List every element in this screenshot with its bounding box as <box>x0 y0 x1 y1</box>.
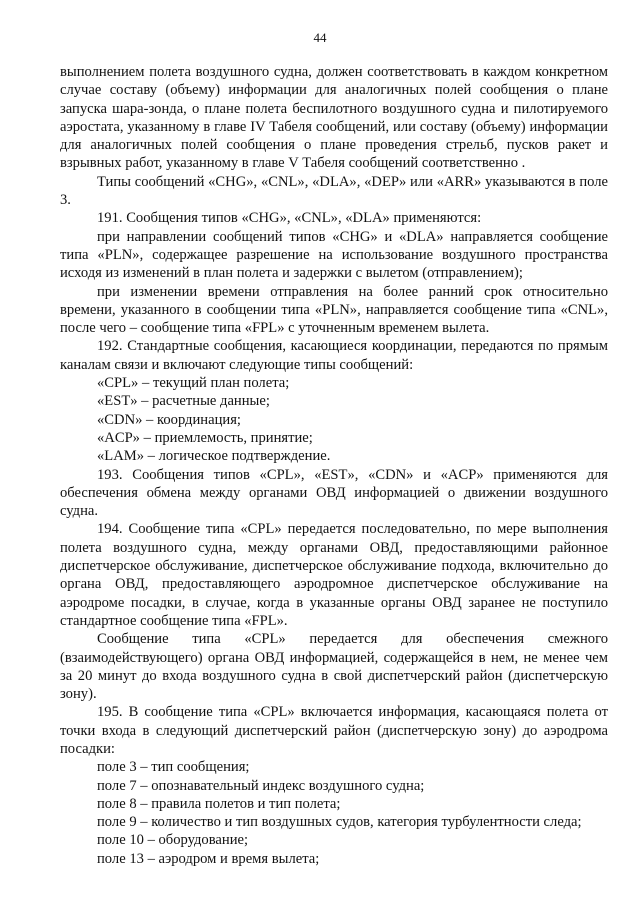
list-item-field-3: поле 3 – тип сообщения; <box>97 759 250 776</box>
paragraph-message-types: Типы сообщений «CHG», «CNL», «DLA», «DEP» или «ARR» указываются в поле 3. <box>60 173 608 209</box>
paragraph-191-cnl: при изменении времени отправления на более ранний срок относительно времени, указанного в сообщении типа «PLN», направляется сообщение типа «CNL», после чего – сообщение типа «FPL» с уточненным временем вылета. <box>60 283 608 337</box>
list-item-field-10: поле 10 – оборудование; <box>97 832 249 849</box>
document-body <box>60 63 608 868</box>
paragraph-191: 191. Сообщения типов «CHG», «CNL», «DLA» применяются: <box>97 210 482 227</box>
paragraph-195: 195. В сообщение типа «CPL» включается информация, касающаяся полета от точки входа в следующий диспетчерский район (диспетчерскую зону) до аэродрома посадки: <box>60 704 608 757</box>
list-item-field-8: поле 8 – правила полетов и тип полета; <box>97 795 341 812</box>
list-item-cpl: «CPL» – текущий план полета; <box>97 375 290 392</box>
paragraph-continuation: выполнением полета воздушного судна, должен соответствовать в каждом конкретном случае составу (объему) информации для аналогичных полей сообщения о плане запуска шара-зонда, о плане полета беспилотного воздушного судна и пилотируемого аэростата, указанному в главе IV Табеля сообщений, или составу (объему) информации для аналогичных полей сообщения о плане проведения стрельб, пусков ракет и взрывных работ, указанному в главе V Табеля сообщений соответственно . <box>60 64 608 172</box>
page-number: 44 <box>313 30 327 45</box>
list-item-acp: «ACP» – приемлемость, принятие; <box>97 429 313 446</box>
list-item-est: «EST» – расчетные данные; <box>97 393 270 410</box>
list-item-lam: «LAM» – логическое подтверждение. <box>97 448 331 465</box>
list-item-cdn: «CDN» – координация; <box>97 411 241 428</box>
list-item-field-9: поле 9 – количество и тип воздушных судов, категория турбулентности следа; <box>97 814 582 831</box>
paragraph-194: 194. Сообщение типа «CPL» передается последовательно, по мере выполнения полета воздушного судна, между органами ОВД, предоставляющими районное диспетчерское обслуживание, диспетчерское обслуживание подхода, включительно до органа ОВД, предоставляющего аэродромное диспетчерское обслуживание на аэродроме посадки, в случае, когда в указанные органы ОВД заранее не поступило стандартное сообщение типа «FPL». <box>60 521 608 629</box>
paragraph-193: 193. Сообщения типов «CPL», «EST», «CDN» и «ACP» применяются для обеспечения обмена между органами ОВД информацией о движении воздушного судна. <box>60 466 608 520</box>
list-item-field-7: поле 7 – опознавательный индекс воздушного судна; <box>97 777 425 794</box>
paragraph-194-cpl-timing: Сообщение типа «CPL» передается для обеспечения смежного (взаимодействующего) органа ОВД информацией, содержащейся в нем, не менее чем за 20 минут до входа воздушного судна в свой диспетчерский район (диспетчерскую зону). <box>60 631 608 703</box>
list-item-field-13: поле 13 – аэродром и время вылета; <box>97 850 320 867</box>
paragraph-192: 192. Стандартные сообщения, касающиеся координации, передаются по прямым каналам связи и включают следующие типы сообщений: <box>60 338 608 373</box>
paragraph-191-chg-dla: при направлении сообщений типов «CHG» и «DLA» направляется сообщение типа «PLN», содержащее разрешение на использование воздушного пространства исходя из изменений в план полета и задержки с вылетом (отправлением); <box>60 228 608 282</box>
